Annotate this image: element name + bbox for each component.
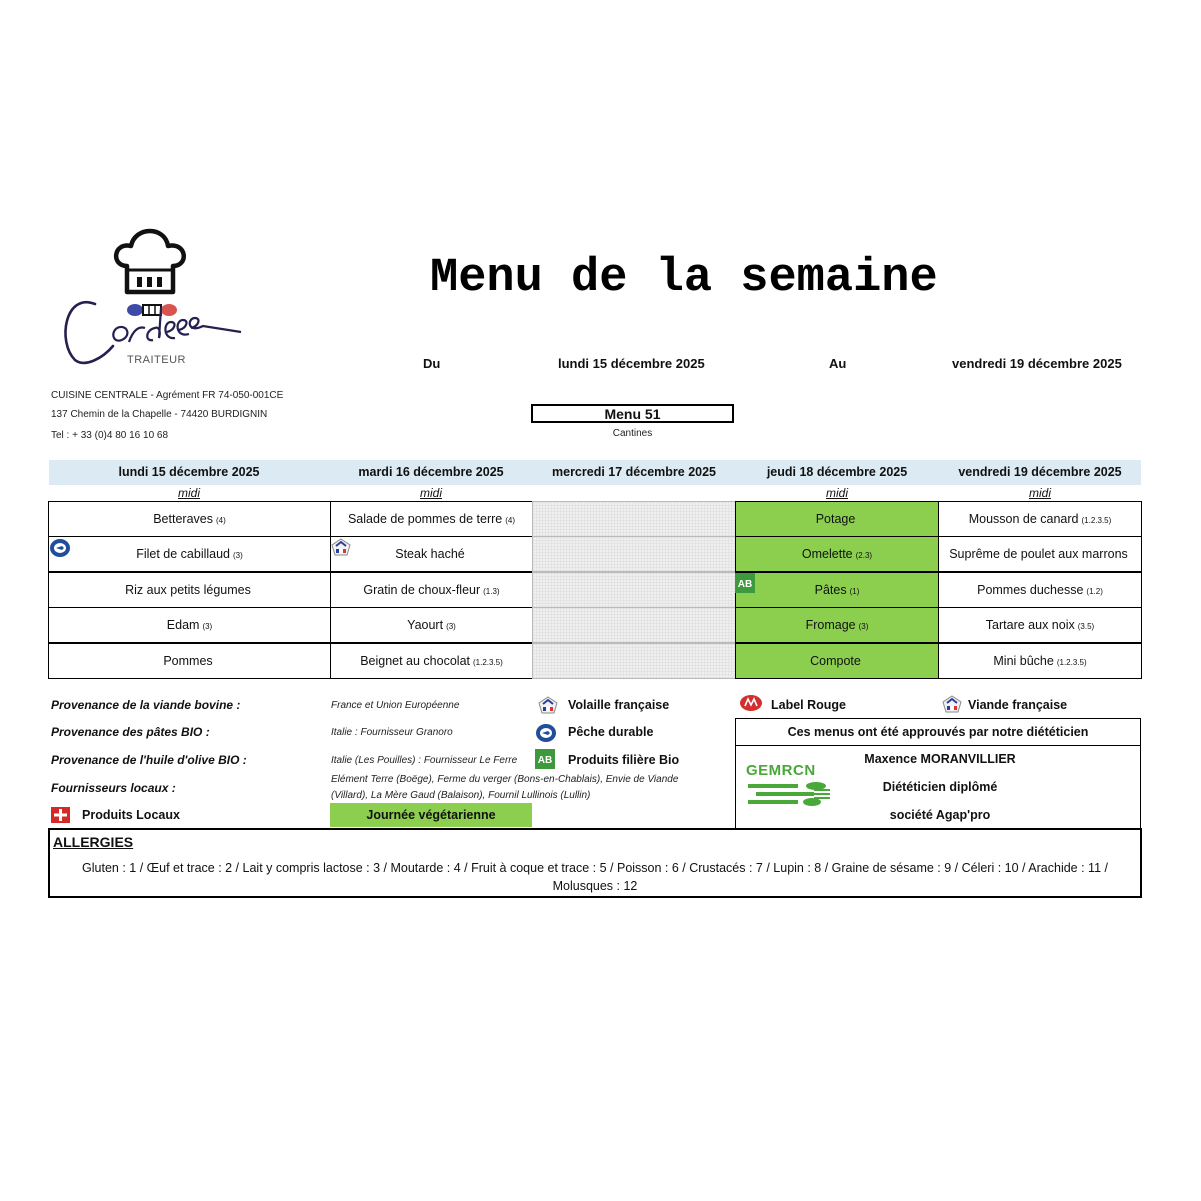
dish-tuesday-1 [330, 501, 533, 537]
dish-thursday-5 [735, 643, 939, 679]
du-label: Du [423, 356, 441, 371]
allergen-codes: (1.2.3.5) [473, 657, 503, 667]
gemrcn-logo [746, 762, 836, 812]
dish-monday-5 [48, 643, 331, 679]
dish-tuesday-4 [330, 607, 533, 643]
dish-tuesday-3 [330, 572, 533, 608]
allergen-codes: (2.3) [855, 550, 873, 560]
dish-text: Potage [815, 512, 856, 526]
allergies-box [48, 828, 1142, 898]
bovine-provenance-label: Provenance de la viande bovine : [51, 698, 241, 712]
meal-label-tuesday: midi [419, 486, 442, 500]
legend-organic: Produits filière Bio [568, 753, 680, 767]
phone-number: Tel : + 33 (0)4 80 16 10 68 [51, 430, 169, 441]
dish-friday-4 [938, 607, 1142, 643]
allergen-codes: (4) [505, 515, 516, 525]
allergies-text: Gluten : 1 / Œuf et trace : 2 / Lait y compris lactose : 3 / Moutarde : 4 / Fruit à coque et trace : 5 / Poisson : 6 / Crustacés : 7 / Lupin : 8 / Graine de sésame : 9 / Céleri : 10 / Arachide : 11 / Molusques : 12 [82, 861, 1108, 893]
allergies-title: ALLERGIES [53, 834, 134, 850]
dish-text: Gratin de choux-fleur [363, 583, 481, 597]
label-rouge-icon [739, 694, 763, 712]
dish-text: Fromage [805, 618, 856, 632]
french-poultry-icon [537, 695, 559, 715]
svg-text:AB: AB [737, 579, 753, 590]
dish-text: Riz aux petits légumes [125, 583, 251, 597]
allergen-codes: (1.2.3.5) [1081, 515, 1112, 525]
meal-label-friday: midi [1028, 486, 1051, 500]
dish-thursday-3 [735, 572, 939, 608]
allergen-codes: (3) [202, 621, 213, 631]
menu-number-box: Menu 51 [531, 404, 734, 423]
menu-subtitle: Cantines [612, 428, 653, 439]
day-header-monday: lundi 15 décembre 2025 [118, 465, 260, 479]
day-header-wednesday: mercredi 17 décembre 2025 [552, 465, 716, 479]
dish-wednesday-1 [532, 501, 736, 537]
allergen-codes: (3) [446, 621, 456, 631]
dish-friday-5 [938, 643, 1142, 679]
dish-text: Tartare aux noix [985, 618, 1075, 632]
allergen-codes: (1.3) [483, 586, 500, 596]
dietician-title: Diététicien diplômé [882, 780, 998, 794]
dish-thursday-2 [735, 536, 939, 572]
pasta-provenance-label: Provenance des pâtes BIO : [51, 725, 210, 739]
dish-text: Mousson de canard [968, 512, 1079, 526]
address-line-2: 137 Chemin de la Chapelle - 74420 BURDIGNIN [51, 409, 268, 420]
dish-text: Mini bûche [993, 654, 1054, 668]
dish-text: Betteraves [153, 512, 213, 526]
dish-text: Suprême de poulet aux marrons [949, 547, 1128, 561]
dish-text: Salade de pommes de terre [347, 512, 503, 526]
legend-sustainable-fishing: Pêche durable [568, 725, 654, 739]
allergen-codes: (3) [858, 621, 869, 631]
dish-friday-1 [938, 501, 1142, 537]
address-line-1: CUISINE CENTRALE - Agrément FR 74-050-001CE [51, 390, 284, 401]
dish-text: Omelette [801, 547, 853, 561]
chef-hat-logo-icon [55, 222, 255, 372]
dietician-name: Maxence MORANVILLIER [864, 752, 1016, 766]
local-suppliers-value-1: Elément Terre (Boëge), Ferme du verger (Bons-en-Chablais), Envie de Viande [331, 774, 679, 785]
local-suppliers-value-2: (Villard), La Mère Gaud (Balaison), Fournil Lullinois (Lullin) [331, 790, 591, 801]
dish-wednesday-5 [532, 643, 736, 679]
dish-text: Steak haché [395, 547, 465, 561]
dish-friday-3 [938, 572, 1142, 608]
dish-text: Filet de cabillaud [136, 547, 231, 561]
dish-thursday-4 [735, 607, 939, 643]
cordee-logo [55, 222, 255, 372]
day-header-thursday: jeudi 18 décembre 2025 [766, 465, 908, 479]
dish-wednesday-4 [532, 607, 736, 643]
organic-ab-icon [535, 749, 555, 769]
dish-monday-1 [48, 501, 331, 537]
dish-friday-2 [938, 536, 1142, 572]
meal-label-monday: midi [177, 486, 200, 500]
legend-local-products: Produits Locaux [82, 808, 180, 822]
svg-text:AB: AB [537, 755, 553, 766]
dish-monday-2 [48, 536, 331, 572]
day-header-friday: vendredi 19 décembre 2025 [958, 465, 1122, 479]
olive-oil-provenance-value: Italie (Les Pouilles) : Fournisseur Le Ferre [331, 755, 518, 766]
au-label: Au [829, 356, 847, 371]
allergen-codes: (3) [233, 550, 243, 560]
legend-french-meat: Viande française [968, 698, 1068, 712]
gemrcn-logo-text: GEMRCN [746, 762, 816, 779]
olive-oil-provenance-label: Provenance de l'huile d'olive BIO : [51, 753, 247, 767]
dish-text: Beignet au chocolat [360, 654, 470, 668]
end-date: vendredi 19 décembre 2025 [952, 356, 1122, 371]
allergen-codes: (3.5) [1077, 621, 1095, 631]
meal-label-thursday: midi [825, 486, 848, 500]
legend-label-rouge: Label Rouge [771, 698, 847, 712]
day-header-tuesday: mardi 16 décembre 2025 [358, 465, 504, 479]
dietician-company: société Agap'pro [889, 808, 991, 822]
dish-thursday-1 [735, 501, 939, 537]
dish-text: Pâtes [814, 583, 847, 597]
dish-text: Edam [166, 618, 200, 632]
page-title: Menu de la semaine [430, 252, 938, 305]
dish-monday-3 [48, 572, 331, 608]
dish-text: Pommes duchesse [977, 583, 1084, 597]
french-meat-icon [941, 694, 963, 714]
allergen-codes: (4) [215, 515, 226, 525]
dish-text: Yaourt [407, 618, 444, 632]
sustainable-fishing-badge-icon [49, 538, 71, 558]
logo-subtitle: TRAITEUR [127, 354, 186, 366]
allergen-codes: (1.2) [1086, 586, 1103, 596]
dish-wednesday-2 [532, 536, 736, 572]
local-suppliers-label: Fournisseurs locaux : [51, 781, 176, 795]
organic-ab-badge-icon [735, 573, 755, 593]
dish-text: Pommes [163, 654, 213, 668]
menu-grid [48, 501, 1142, 680]
dish-tuesday-5 [330, 643, 533, 679]
bovine-provenance-value: France et Union Européenne [331, 700, 460, 711]
sustainable-fishing-icon [535, 723, 557, 743]
dish-text: Compote [810, 654, 861, 668]
allergen-codes: (1) [849, 586, 860, 596]
dish-tuesday-2 [330, 536, 533, 572]
start-date: lundi 15 décembre 2025 [558, 356, 705, 371]
dish-wednesday-3 [532, 572, 736, 608]
pasta-provenance-value: Italie : Fournisseur Granoro [331, 727, 453, 738]
vegetarian-day-legend: Journée végétarienne [330, 803, 532, 827]
allergen-codes: (1.2.3.5) [1056, 657, 1087, 667]
legend-french-poultry: Volaille française [568, 698, 670, 712]
dish-monday-4 [48, 607, 331, 643]
dietician-approval: Ces menus ont été approuvés par notre diététicien [735, 718, 1141, 746]
local-products-savoie-icon [51, 807, 70, 823]
fork-spoon-icon [746, 780, 836, 810]
french-meat-badge-icon [330, 537, 352, 557]
